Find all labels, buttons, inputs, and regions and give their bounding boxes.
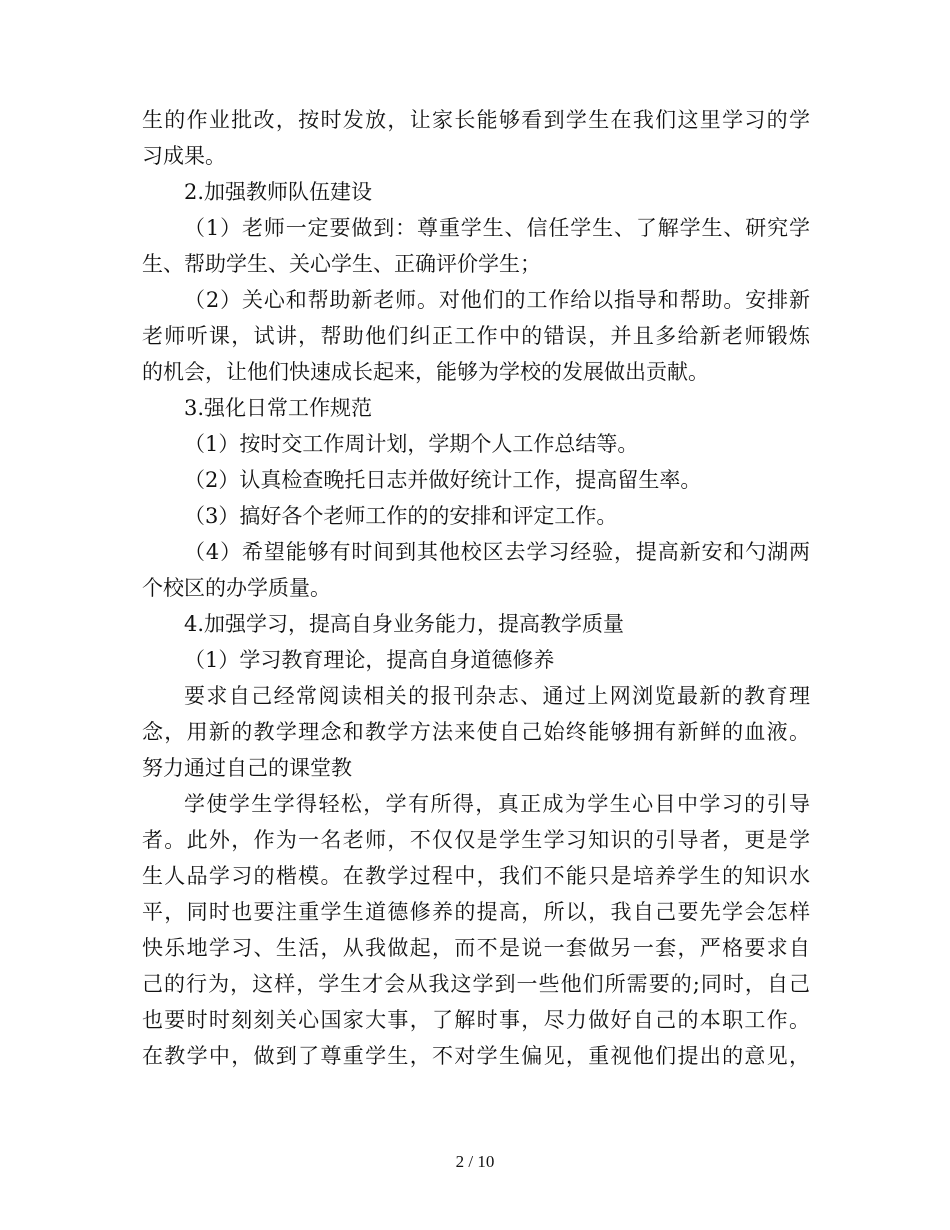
list-item-line: 个校区的办学质量。 <box>142 576 331 600</box>
body-line: 念，用新的教学理念和教学方法来使自己始终能够拥有新鲜的血液。 <box>142 720 810 744</box>
list-item-line: （3）搞好各个老师工作的的安排和评定工作。 <box>184 504 618 528</box>
list-item-line: （1）老师一定要做到：尊重学生、信任学生、了解学生、研究学 <box>184 216 810 240</box>
section-heading: 3.强化日常工作规范 <box>184 396 373 420</box>
section-heading: 2.加强教师队伍建设 <box>184 180 373 204</box>
list-item-line: 老师听课，试讲，帮助他们纠正工作中的错误，并且多给新老师锻炼 <box>142 324 810 348</box>
body-line: 在教学中，做到了尊重学生，不对学生偏见，重视他们提出的意见， <box>142 1044 810 1068</box>
page-footer <box>0 1150 950 1174</box>
body-line: 努力通过自己的课堂教 <box>142 756 352 780</box>
list-item-line: （2）认真检查晚托日志并做好统计工作，提高留生率。 <box>184 468 702 492</box>
body-line: 要求自己经常阅读相关的报刊杂志、通过上网浏览最新的教育理 <box>184 684 810 708</box>
list-item-line: （1）按时交工作周计划，学期个人工作总结等。 <box>184 432 639 456</box>
list-item-line: 生、帮助学生、关心学生、正确评价学生； <box>142 252 541 276</box>
list-item-line: 的机会，让他们快速成长起来，能够为学校的发展做出贡献。 <box>142 360 709 384</box>
body-line: 快乐地学习、生活，从我做起，而不是说一套做另一套，严格要求自 <box>142 936 810 960</box>
body-line: 生人品学习的楷模。在教学过程中，我们不能只是培养学生的知识水 <box>142 864 810 888</box>
body-line: 习成果。 <box>142 144 226 168</box>
body-line: 平，同时也要注重学生道德修养的提高，所以，我自己要先学会怎样 <box>142 900 810 924</box>
document-body <box>142 102 810 1074</box>
list-item-line: （1）学习教育理论，提高自身道德修养 <box>184 648 555 672</box>
list-item-line: （4）希望能够有时间到其他校区去学习经验，提高新安和勺湖两 <box>184 540 810 564</box>
list-item-line: （2）关心和帮助新老师。对他们的工作给以指导和帮助。安排新 <box>184 288 810 312</box>
body-line: 己的行为，这样，学生才会从我这学到一些他们所需要的;同时，自己 <box>142 972 810 996</box>
section-heading: 4.加强学习，提高自身业务能力，提高教学质量 <box>184 612 625 636</box>
body-line: 生的作业批改，按时发放，让家长能够看到学生在我们这里学习的学 <box>142 108 810 132</box>
body-line: 学使学生学得轻松，学有所得，真正成为学生心目中学习的引导 <box>184 792 810 816</box>
body-line: 者。此外，作为一名老师，不仅仅是学生学习知识的引导者，更是学 <box>142 828 810 852</box>
page-number: 2 / 10 <box>455 1152 495 1171</box>
body-line: 也要时时刻刻关心国家大事，了解时事，尽力做好自己的本职工作。 <box>142 1008 810 1032</box>
